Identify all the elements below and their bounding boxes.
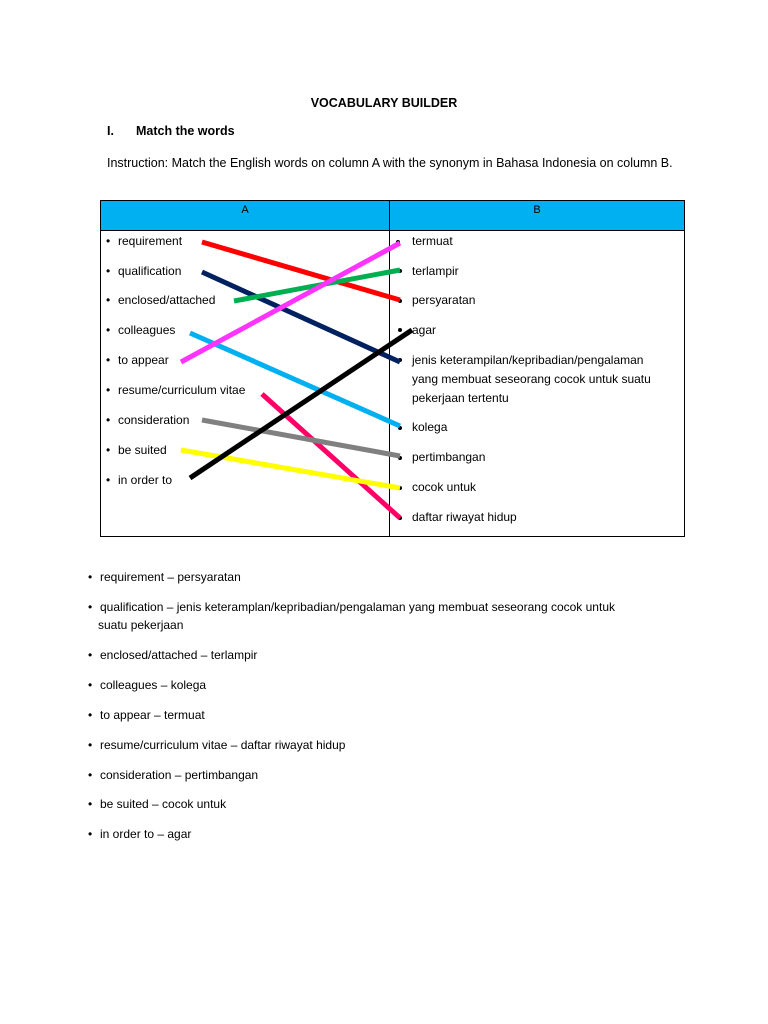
column-a-item-label: in order to: [118, 473, 173, 487]
column-a-item: • colleagues: [106, 323, 176, 337]
column-a-item-label: resume/curriculum vitae: [118, 383, 246, 397]
column-b-item: daftar riwayat hidup: [412, 510, 517, 524]
column-a-header: A: [241, 204, 249, 216]
answer-item: • enclosed/attached – terlampir: [88, 648, 258, 662]
answer-item: • qualification – jenis keteramplan/kepribadian/pengalaman yang membuat seseorang cocok untuk suatu pekerjaan: [88, 598, 688, 634]
answer-item: • requirement – persyaratan: [88, 570, 241, 584]
section-number: I.: [107, 124, 114, 138]
match-line-to-appear: [181, 243, 400, 362]
column-a-item-label: enclosed/attached: [118, 293, 216, 307]
answer-item: • be suited – cocok untuk: [88, 797, 227, 811]
answer-text: qualification – jenis keteramplan/kepribadian/pengalaman yang membuat seseorang cocok untuk: [100, 600, 615, 614]
match-line-qualification: [202, 272, 400, 362]
answer-item: • resume/curriculum vitae – daftar riwayat hidup: [88, 738, 346, 752]
column-b-item: jenis keterampilan/kepribadian/pengalaman: [412, 353, 644, 367]
match-line-resume: [262, 394, 400, 518]
column-b-header: B: [533, 204, 541, 216]
answer-text: colleagues – kolega: [100, 678, 207, 692]
column-b-item: cocok untuk: [412, 480, 477, 494]
answer-text: in order to – agar: [100, 827, 192, 841]
column-b-item: kolega: [412, 420, 448, 434]
column-a-item: • consideration: [106, 413, 190, 427]
column-b-item: termuat: [412, 234, 453, 248]
answer-text: be suited – cocok untuk: [100, 797, 227, 811]
answer-text-continued: suatu pekerjaan: [98, 618, 184, 632]
instruction-text: Instruction: Match the English words on column A with the synonym in Bahasa Indonesia on column B.: [107, 156, 673, 170]
document-title: VOCABULARY BUILDER: [310, 96, 458, 110]
answer-item: • colleagues – kolega: [88, 678, 207, 692]
answer-item: • in order to – agar: [88, 827, 192, 841]
column-b-item: agar: [412, 323, 437, 337]
section-title: Match the words: [136, 124, 235, 138]
answer-text: resume/curriculum vitae – daftar riwayat hidup: [100, 738, 346, 752]
column-a-item-label: to appear: [118, 353, 169, 367]
answer-text: enclosed/attached – terlampir: [100, 648, 258, 662]
column-b-item-continued: pekerjaan tertentu: [412, 391, 509, 405]
column-b-item: persyaratan: [412, 293, 476, 307]
column-a-item: • be suited: [106, 443, 167, 457]
column-b-item-continued: yang membuat seseorang cocok untuk suatu: [412, 372, 651, 386]
answer-text: consideration – pertimbangan: [100, 768, 259, 782]
answer-text: to appear – termuat: [100, 708, 205, 722]
answer-text: requirement – persyaratan: [100, 570, 241, 584]
column-a-item: • to appear: [106, 353, 169, 367]
column-a-item: • in order to: [106, 473, 173, 487]
match-line-be-suited: [181, 450, 400, 488]
match-line-in-order-to: [190, 330, 412, 478]
column-a-item-label: consideration: [118, 413, 190, 427]
column-a-item: • resume/curriculum vitae: [106, 383, 246, 397]
column-a-item: • enclosed/attached: [106, 293, 216, 307]
match-line-requirement: [202, 242, 400, 300]
column-a-item-label: be suited: [118, 443, 167, 457]
column-a-item-label: qualification: [118, 264, 182, 278]
answer-item: • consideration – pertimbangan: [88, 768, 259, 782]
column-a-item: • requirement: [106, 234, 183, 248]
answer-item: • to appear – termuat: [88, 708, 205, 722]
column-a-item-label: requirement: [118, 234, 183, 248]
column-b-item: pertimbangan: [412, 450, 486, 464]
column-a-item: • qualification: [106, 264, 182, 278]
column-b-item: terlampir: [412, 264, 459, 278]
column-a-item-label: colleagues: [118, 323, 176, 337]
